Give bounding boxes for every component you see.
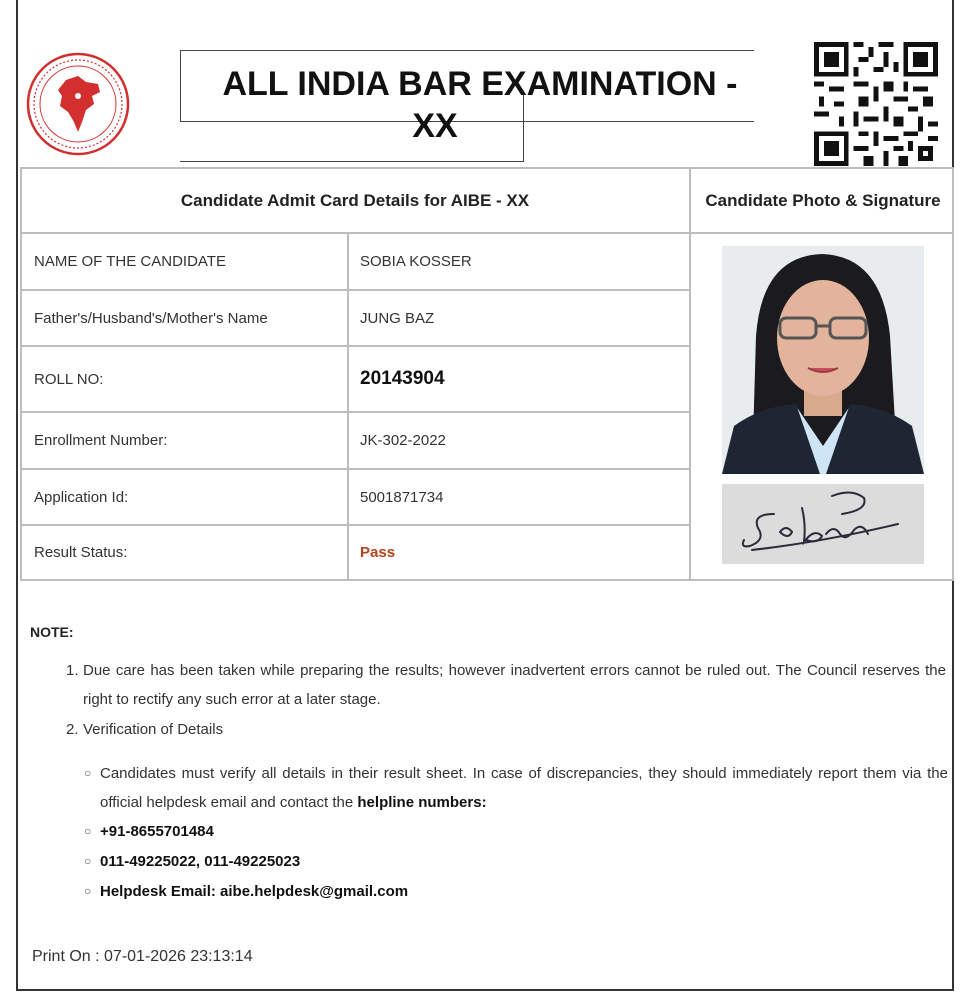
application-id-label: Application Id: (34, 488, 129, 506)
details-heading: Candidate Admit Card Details for AIBE - XX (180, 191, 530, 210)
parent-name-label: Father's/Husband's/Mother's Name (34, 309, 268, 327)
result-status-value: Pass (360, 544, 396, 561)
helpdesk-email: Helpdesk Email: aibe.helpdesk@gmail.com (100, 883, 409, 900)
helpline-numbers-label: helpline numbers: (357, 794, 487, 811)
note-item-2-number: 2. (66, 721, 79, 738)
bullet-circle-icon: ○ (84, 854, 92, 868)
qr-code-icon (814, 42, 938, 166)
bullet-circle-icon: ○ (84, 766, 92, 780)
application-id-value: 5001871734 (360, 488, 444, 506)
bar-council-of-india-seal-icon (26, 52, 130, 156)
verification-bullet-4 (84, 877, 948, 906)
candidate-name-value: SOBIA KOSSER (360, 253, 472, 270)
candidate-signature (722, 484, 924, 564)
exam-title-line2: XX (412, 107, 458, 145)
candidate-name-label: NAME OF THE CANDIDATE (34, 253, 226, 270)
result-status-label: Result Status: (34, 544, 128, 561)
roll-no-value: 20143904 (360, 368, 445, 389)
note-item-2 (66, 715, 946, 744)
enrollment-number-value: JK-302-2022 (360, 432, 446, 449)
helpline-mobile-number: +91-8655701484 (100, 823, 214, 840)
verification-bullet-2 (84, 817, 948, 846)
exam-title-line1: ALL INDIA BAR EXAMINATION - (222, 65, 738, 103)
note-item-1 (66, 656, 946, 714)
roll-no-label: ROLL NO: (34, 370, 104, 388)
bullet-circle-icon: ○ (84, 884, 92, 898)
verification-bullet-3 (84, 847, 948, 876)
enrollment-number-label: Enrollment Number: (34, 432, 168, 449)
note-item-2-text: Verification of Details (83, 721, 224, 738)
parent-name-value: JUNG BAZ (360, 309, 435, 327)
verification-bullet-1 (84, 759, 948, 817)
candidate-photo (722, 246, 924, 474)
print-timestamp: Print On : 07-01-2026 23:13:14 (32, 948, 253, 965)
bullet-circle-icon: ○ (84, 824, 92, 838)
note-title: NOTE: (30, 624, 74, 640)
note-item-1-text: Due care has been taken while preparing the results; however inadvertent errors cannot be ruled out. The Council reserves the right to rectify any such error at a later stage. (83, 662, 946, 708)
note-item-1-number: 1. (66, 662, 79, 679)
photo-signature-heading: Candidate Photo & Signature (705, 191, 941, 210)
helpline-landline-numbers: 011-49225022, 011-49225023 (100, 853, 301, 870)
verification-instruction-text: Candidates must verify all details in their result sheet. In case of discrepancies, they should immediately report them via the official helpdesk email and contact the (100, 765, 948, 811)
